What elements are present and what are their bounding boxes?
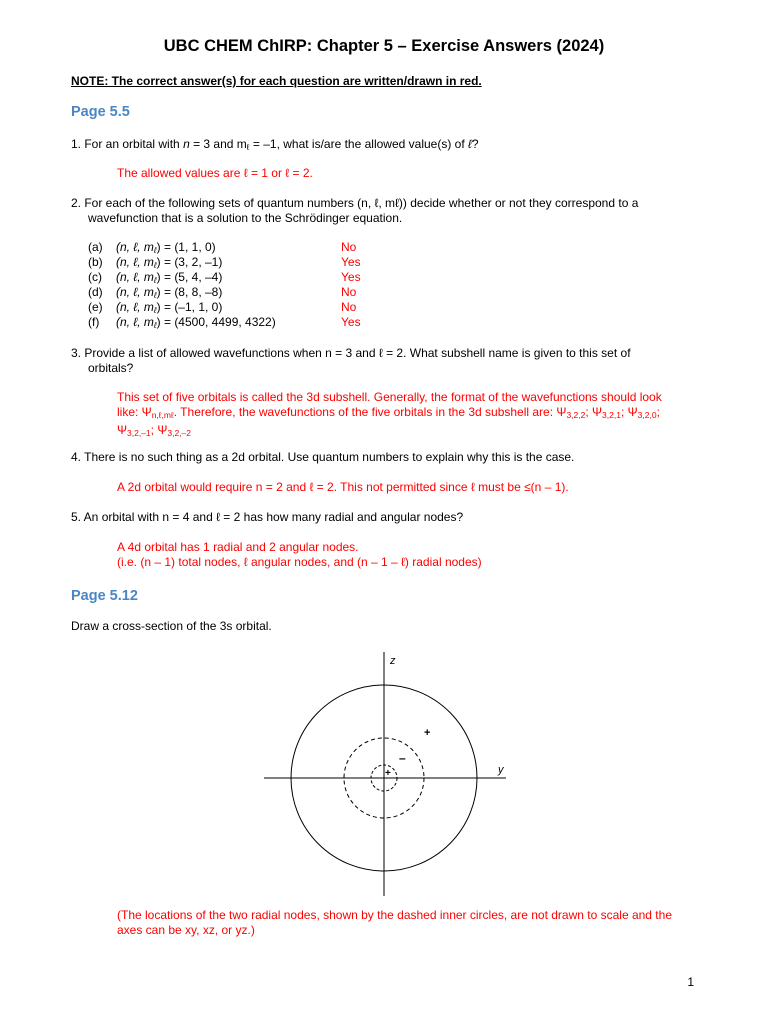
- row-result: No: [341, 285, 357, 299]
- quantum-set-row: [88, 300, 488, 315]
- z-axis-label: z: [390, 655, 396, 667]
- row-result: Yes: [341, 315, 361, 329]
- quantum-set-row: [88, 255, 488, 270]
- inner-sign: +: [385, 768, 391, 779]
- question-2: 2. For each of the following sets of quantum numbers (n, ℓ, mℓ)) decide whether or not they correspond to a wavefunction that is a solution to the Schrödinger equation.: [71, 196, 639, 225]
- answer-4: A 2d orbital would require n = 2 and ℓ = 2. This not permitted since ℓ must be ≤(n – 1).: [117, 480, 569, 494]
- row-label: (b): [88, 255, 103, 269]
- note-text: NOTE: The correct answer(s) for each question are written/drawn in red.: [71, 74, 482, 88]
- row-result: Yes: [341, 270, 361, 284]
- section-heading-page-5-5: Page 5.5: [71, 104, 130, 120]
- outer-sign: +: [424, 727, 431, 739]
- row-expression: (n, ℓ, $m_\ell) = (4500$, 4499, 4322): [116, 315, 276, 330]
- row-label: (a): [88, 240, 103, 254]
- row-label: (c): [88, 270, 102, 284]
- middle-sign: –: [399, 751, 406, 765]
- diagram-caption: (The locations of the two radial nodes, shown by the dashed inner circles, are not drawn to scale and the axes can be xy, xz, or yz.): [117, 908, 672, 937]
- drawing-prompt: Draw a cross-section of the 3s orbital.: [71, 619, 272, 633]
- row-expression: (n, ℓ, $m_\ell) = (1$, 1, 0): [116, 240, 216, 255]
- question-3: 3. Provide a list of allowed wavefunctions when n = 3 and ℓ = 2. What subshell name is given to this set of orbitals?: [71, 346, 631, 375]
- row-expression: (n, ℓ, $m_\ell) = (3$, 2, –1): [116, 255, 223, 270]
- quantum-set-row: [88, 285, 488, 300]
- question-1: 1. For an orbital with n = 3 and $m_\ell = -1$, what is/are the allowed value(s) of ℓ?: [71, 137, 479, 152]
- answer-5: A 4d orbital has 1 radial and 2 angular nodes. (i.e. (n – 1) total nodes, ℓ angular nodes, and (n – 1 – ℓ) radial nodes): [117, 540, 482, 569]
- row-label: (d): [88, 285, 103, 299]
- row-expression: (n, ℓ, $m_\ell) = (8$, 8, –8): [116, 285, 223, 300]
- wavefunction-psi: $\Psi_{3,2,-1}$;: [117, 423, 158, 438]
- answer-3: This set of five orbitals is called the 3d subshell. Generally, the format of the wavefunctions should look like: $\Psi_{n,\ell,m\ell}$. Therefore, the wavefunctions of the five orbitals in the 3d subshell are: $\Psi_{3,2,2}$; $\Psi_{3,2,1}$; $\Psi_{3,2,0}$; $\Psi_{3,2,-1}$; $\Psi_{3,2,-2}$: [117, 390, 662, 438]
- page-number: 1: [687, 975, 694, 989]
- wavefunction-psi: $\Psi_{3,2,2}$;: [556, 405, 593, 420]
- row-result: No: [341, 300, 357, 314]
- y-axis-label: y: [498, 764, 504, 776]
- row-result: No: [341, 240, 357, 254]
- wavefunction-psi: $\Psi_{3,2,-2}$: [157, 423, 192, 438]
- row-label: (f): [88, 315, 100, 329]
- quantum-set-row: [88, 240, 488, 255]
- row-result: Yes: [341, 255, 361, 269]
- quantum-set-row: [88, 315, 488, 330]
- row-expression: (n, ℓ, $m_\ell) = (-1$, 1, 0): [116, 300, 223, 315]
- section-heading-page-5-12: Page 5.12: [71, 588, 138, 604]
- row-expression: (n, ℓ, $m_\ell) = (5$, 4, –4): [116, 270, 223, 285]
- question-4: 4. There is no such thing as a 2d orbital. Use quantum numbers to explain why this is the case.: [71, 450, 575, 464]
- question-5: 5. An orbital with n = 4 and ℓ = 2 has how many radial and angular nodes?: [71, 510, 464, 524]
- wavefunction-psi: $\Psi_{3,2,1}$;: [592, 405, 628, 420]
- 3s-orbital-cross-section-diagram: [258, 642, 512, 904]
- quantum-set-row: [88, 270, 488, 285]
- document-title: UBC CHEM ChIRP: Chapter 5 – Exercise Answers (2024): [163, 37, 605, 55]
- row-label: (e): [88, 300, 103, 314]
- answer-1: The allowed values are ℓ = 1 or ℓ = 2.: [117, 166, 313, 180]
- wavefunction-psi: $\Psi_{3,2,0}$;: [627, 405, 660, 420]
